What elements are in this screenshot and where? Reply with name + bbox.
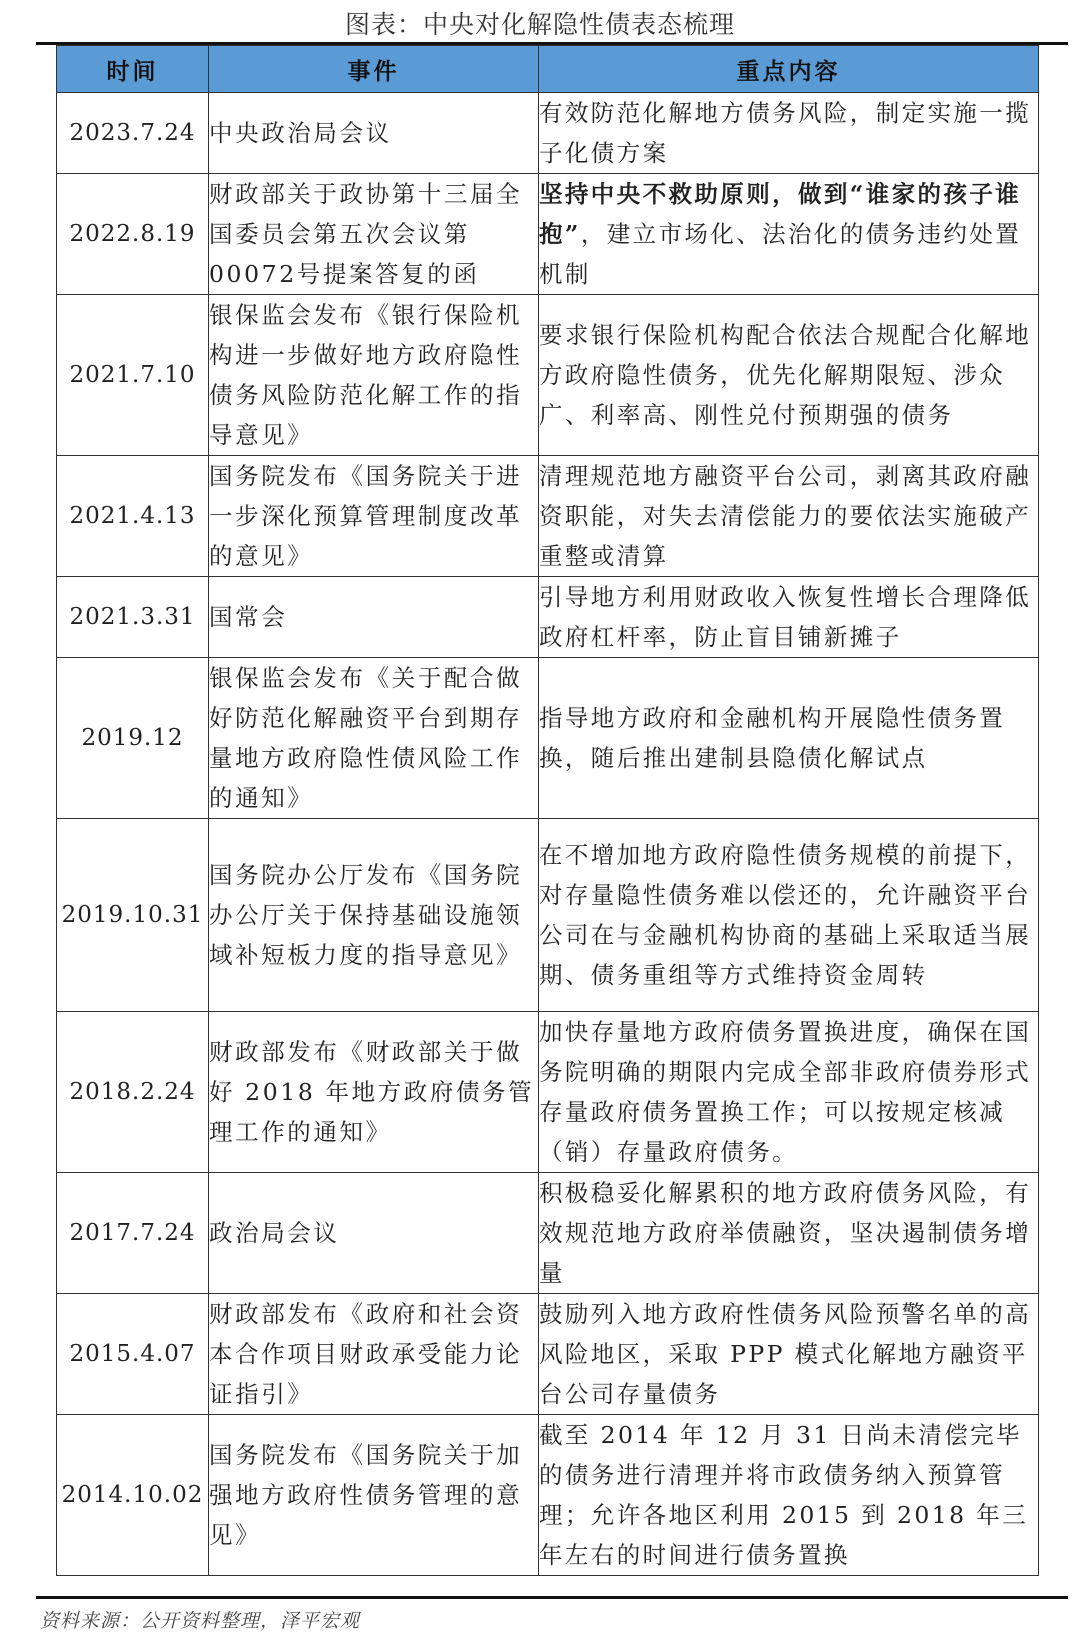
table-row [57,577,1039,658]
table-row [57,1294,1039,1415]
row-event: 政治局会议 [209,1173,539,1294]
header-content: 重点内容 [539,46,1039,93]
table-header-row [57,46,1039,93]
row-content [539,1415,1039,1576]
bottom-rule [36,1596,1068,1599]
policy-table [56,45,1039,1576]
row-content-bold: 坚持中央不救助原则，做到“谁家的孩子谁抱” [539,180,1022,248]
row-content-text: 有效防范化解地方债务风险，制定实施一揽子化债方案 [539,99,1032,167]
header-date: 时间 [57,46,209,93]
row-content [539,456,1039,577]
row-content [539,658,1039,819]
row-date: 2021.7.10 [57,295,209,456]
row-event: 国务院发布《国务院关于进一步深化预算管理制度改革的意见》 [209,456,539,577]
row-date: 2018.2.24 [57,1012,209,1173]
row-event: 国务院发布《国务院关于加强地方政府性债务管理的意见》 [209,1415,539,1576]
row-event: 财政部发布《政府和社会资本合作项目财政承受能力论证指引》 [209,1294,539,1415]
table-row [57,295,1039,456]
table-row [57,1012,1039,1173]
row-content [539,295,1039,456]
row-content [539,819,1039,1012]
row-content-text: 指导地方政府和金融机构开展隐性债务置换，随后推出建制县隐债化解试点 [539,704,1006,772]
row-content [539,174,1039,295]
figure-title: 图表：中央对化解隐性债表态梳理 [344,10,735,39]
row-event: 国常会 [209,577,539,658]
row-date: 2021.3.31 [57,577,209,658]
table-row [57,1173,1039,1294]
row-content-text: 要求银行保险机构配合依法合规配合化解地方政府隐性债务，优先化解期限短、涉众广、利率高、刚性兑付预期强的债务 [539,321,1032,429]
row-content-text: 鼓励列入地方政府性债务风险预警名单的高风险地区，采取 PPP 模式化解地方融资平台公司存量债务 [539,1300,1032,1408]
table-row [57,819,1039,1012]
row-content-text: 清理规范地方融资平台公司，剥离其政府融资职能，对失去清偿能力的要依法实施破产重整或清算 [539,462,1032,570]
header-event: 事件 [209,46,539,93]
row-content-text: 积极稳妥化解累积的地方政府债务风险，有效规范地方政府举债融资，坚决遏制债务增量 [539,1179,1032,1287]
row-content-text: 在不增加地方政府隐性债务规模的前提下，对存量隐性债务难以偿还的，允许融资平台公司在与金融机构协商的基础上采取适当展期、债务重组等方式维持资金周转 [539,841,1032,989]
row-date: 2021.4.13 [57,456,209,577]
row-event: 财政部关于政协第十三届全国委员会第五次会议第00072号提案答复的函 [209,174,539,295]
row-content [539,577,1039,658]
table-row [57,174,1039,295]
table-row [57,456,1039,577]
row-event: 财政部发布《财政部关于做好 2018 年地方政府债务管理工作的通知》 [209,1012,539,1173]
row-event: 银保监会发布《关于配合做好防范化解融资平台到期存量地方政府隐性债风险工作的通知》 [209,658,539,819]
row-date: 2019.12 [57,658,209,819]
row-date: 2022.8.19 [57,174,209,295]
row-content [539,93,1039,174]
row-date: 2015.4.07 [57,1294,209,1415]
row-event: 国务院办公厅发布《国务院办公厅关于保持基础设施领域补短板力度的指导意见》 [209,819,539,1012]
row-date: 2019.10.31 [57,819,209,1012]
row-content-text: 加快存量地方政府债务置换进度，确保在国务院明确的期限内完成全部非政府债券形式存量政府债务置换工作；可以按规定核减（销）存量政府债务。 [539,1018,1032,1166]
table-row [57,658,1039,819]
row-content-text: ，建立市场化、法治化的债务违约处置机制 [539,220,1022,288]
row-date: 2023.7.24 [57,93,209,174]
row-content [539,1173,1039,1294]
row-date: 2014.10.02 [57,1415,209,1576]
row-content-text: 引导地方利用财政收入恢复性增长合理降低政府杠杆率，防止盲目铺新摊子 [539,583,1032,651]
row-date: 2017.7.24 [57,1173,209,1294]
row-event: 中央政治局会议 [209,93,539,174]
row-content [539,1012,1039,1173]
row-content [539,1294,1039,1415]
row-content-text: 截至 2014 年 12 月 31 日尚未清偿完毕的债务进行清理并将市政债务纳入预算管理；允许各地区利用 2015 到 2018 年三年左右的时间进行债务置换 [539,1421,1029,1569]
table-row [57,1415,1039,1576]
table-row [57,93,1039,174]
source-note: 资料来源：公开资料整理，泽平宏观 [40,1610,361,1632]
row-event: 银保监会发布《银行保险机构进一步做好地方政府隐性债务风险防范化解工作的指导意见》 [209,295,539,456]
